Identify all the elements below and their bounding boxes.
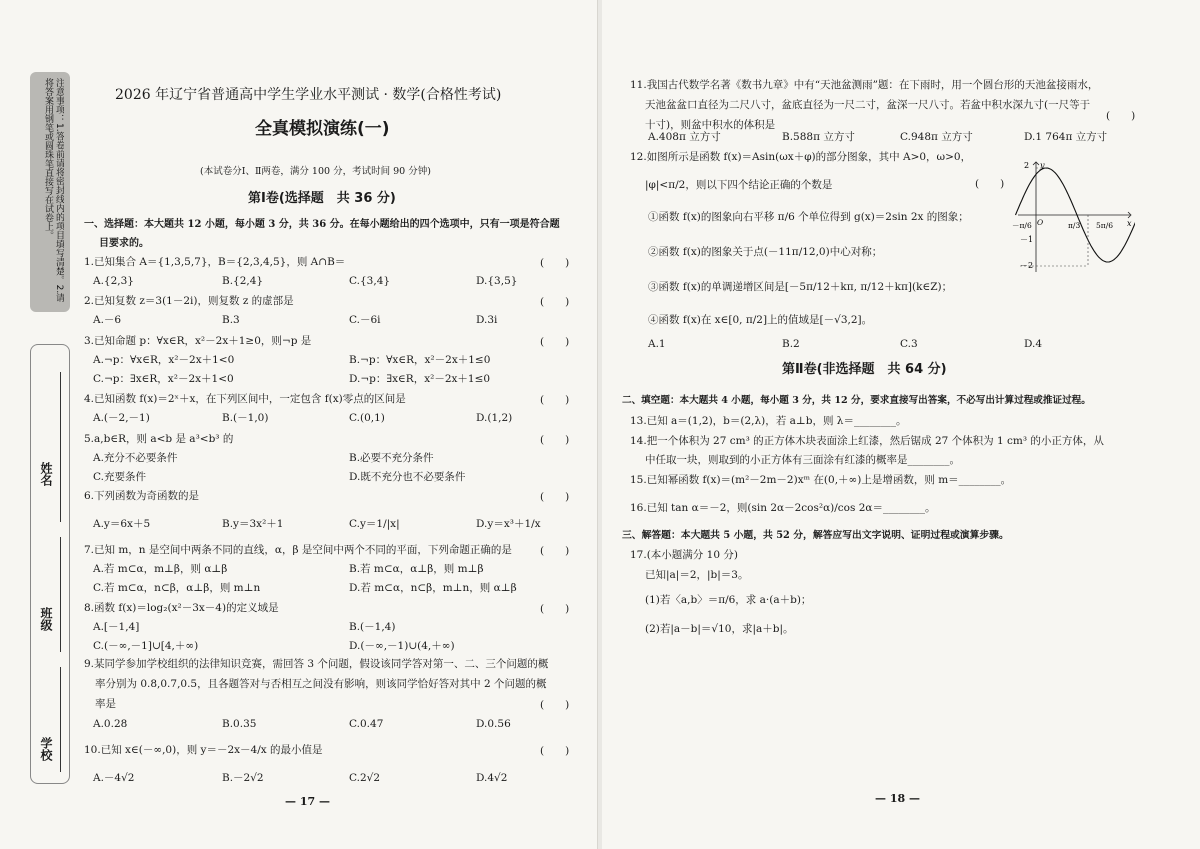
solve-header: 三、解答题：本大题共 5 小题，共 52 分，解答应写出文字说明、证明过程或演算步骤。 — [622, 530, 1009, 541]
q17-part2: (2)若|a－b|＝√10，求|a＋b|。 — [645, 623, 794, 635]
question-8-option[interactable]: B.(－1,4) — [349, 621, 396, 633]
question-1-option[interactable]: A.{2,3} — [93, 275, 134, 287]
question-1-option[interactable]: C.{3,4} — [349, 275, 391, 287]
q14: 14.把一个体积为 27 cm³ 的正方体木块表面涂上红漆，然后锯成 27 个体积为 1 cm³ 的小正方体，从 — [630, 435, 1104, 447]
question-10-option[interactable]: D.4√2 — [476, 772, 508, 784]
question-1-option[interactable]: B.{2,4} — [222, 275, 264, 287]
question-11-option[interactable]: A.408π 立方寸 — [648, 131, 721, 143]
question-5-stem: 5.a,b∈R，则 a<b 是 a³<b³ 的 — [84, 433, 234, 445]
answer-paren[interactable]: ( ) — [540, 699, 570, 711]
name-label: 姓名 — [39, 462, 53, 486]
question-1-option[interactable]: D.{3,5} — [476, 275, 518, 287]
question-11-stem-line: 11.我国古代数学名著《数书九章》中有“天池盆测雨”题：在下雨时，用一个圆台形的天池盆接雨水， — [630, 79, 1099, 91]
answer-paren[interactable]: ( ) — [540, 434, 570, 446]
question-5-option[interactable]: B.必要不充分条件 — [349, 452, 434, 464]
question-9-option[interactable]: A.0.28 — [93, 718, 128, 730]
y-axis-label: y — [1040, 161, 1045, 170]
question-2-option[interactable]: B.3 — [222, 314, 240, 326]
q14-cont: 中任取一块，则取到的小正方体有三面涂有红漆的概率是________。 — [645, 454, 960, 466]
sine-graph — [1010, 160, 1135, 275]
question-3-option[interactable]: C.¬p：∃x∈R，x²－2x＋1<0 — [93, 373, 234, 385]
x-tick-neg-pi6: －π/6 — [1012, 221, 1032, 230]
question-9-option[interactable]: B.0.35 — [222, 718, 257, 730]
question-6-stem: 6.下列函数为奇函数的是 — [84, 490, 200, 502]
question-12-claim: ②函数 f(x)的图象关于点(－11π/12,0)中心对称； — [648, 246, 883, 258]
notice-text: 注意事项：1.答卷前请将密封线内的项目填写清楚。2.请将答案用钢笔或圆珠笔直接写在试卷上。 — [43, 78, 64, 303]
origin-label: O — [1037, 218, 1044, 227]
q17-title: 17.(本小题满分 10 分) — [630, 549, 738, 561]
answer-paren[interactable]: ( ) — [540, 603, 570, 615]
question-6-option[interactable]: B.y＝3x²＋1 — [222, 518, 284, 530]
exam-title: 2026 年辽宁省普通高中学生学业水平测试 · 数学(合格性考试) — [115, 87, 502, 103]
y-tick-neg1: －1 — [1020, 235, 1034, 244]
question-7-option[interactable]: A.若 m⊂α，m⊥β，则 α⊥β — [93, 563, 228, 575]
question-11-option[interactable]: B.588π 立方寸 — [782, 131, 855, 143]
answer-paren[interactable]: ( ) — [540, 394, 570, 406]
class-field[interactable] — [60, 537, 61, 652]
question-9-option[interactable]: D.0.56 — [476, 718, 511, 730]
question-8-stem: 8.函数 f(x)＝log₂(x²－3x－4)的定义域是 — [84, 602, 279, 614]
sidebar — [30, 72, 70, 792]
y-tick-2: 2 — [1024, 161, 1030, 170]
part1-instruction: 一、选择题：本大题共 12 小题，每小题 3 分，共 36 分。在每小题给出的四个选项中，只有一项是符合题 — [84, 219, 560, 230]
answer-paren[interactable]: ( ) — [540, 336, 570, 348]
question-8-option[interactable]: D.(－∞,－1)∪(4,＋∞) — [349, 640, 455, 652]
y-tick-neg2: －2 — [1020, 261, 1034, 270]
question-12-stem-line: |φ|<π/2，则以下四个结论正确的个数是 — [645, 179, 833, 191]
answer-paren[interactable]: ( ) — [540, 491, 570, 503]
x-axis-label: x — [1127, 219, 1132, 228]
question-3-option[interactable]: A.¬p：∀x∈R，x²－2x＋1<0 — [93, 354, 235, 366]
answer-paren[interactable]: ( ) — [1106, 110, 1136, 122]
question-11-option[interactable]: D.1 764π 立方寸 — [1024, 131, 1108, 143]
part1-instruction-2: 目要求的。 — [99, 238, 149, 249]
question-12-claim: ④函数 f(x)在 x∈[0, π/2]上的值域是[－√3,2]。 — [648, 314, 873, 326]
question-1-stem: 1.已知集合 A＝{1,3,5,7}，B＝{2,3,4,5}，则 A∩B＝ — [84, 256, 346, 268]
question-12-claim: ①函数 f(x)的图象向右平移 π/6 个单位得到 g(x)＝2sin 2x 的图象； — [648, 211, 969, 223]
question-2-option[interactable]: A.－6 — [93, 314, 122, 326]
question-11-stem-line: 十寸)，则盆中积水的体积是 — [645, 119, 776, 131]
q15: 15.已知幂函数 f(x)＝(m²－2m－2)xᵐ 在(0,＋∞)上是增函数，则 m＝________。 — [630, 474, 1012, 486]
question-4-option[interactable]: C.(0,1) — [349, 412, 385, 424]
question-2-option[interactable]: C.－6i — [349, 314, 381, 326]
x-tick-5pi6: 5π/6 — [1096, 221, 1113, 230]
question-10-stem: 10.已知 x∈(－∞,0)，则 y＝－2x－4/x 的最小值是 — [84, 744, 323, 756]
fill-header: 二、填空题：本大题共 4 小题，每小题 3 分，共 12 分，要求直接写出答案，不必写出计算过程或推证过程。 — [622, 395, 1091, 406]
question-10-option[interactable]: A.－4√2 — [93, 772, 135, 784]
question-4-option[interactable]: A.(－2,－1) — [93, 412, 150, 424]
question-9-stem-line: 率分别为 0.8,0.7,0.5，且各题答对与否相互之间没有影响，则该同学恰好答对其中 2 个问题的概 — [95, 678, 547, 690]
question-2-option[interactable]: D.3i — [476, 314, 498, 326]
question-3-stem: 3.已知命题 p：∀x∈R，x²－2x＋1≥0，则¬p 是 — [84, 335, 312, 347]
question-10-option[interactable]: C.2√2 — [349, 772, 381, 784]
question-4-option[interactable]: B.(－1,0) — [222, 412, 269, 424]
question-11-stem-line: 天池盆盆口直径为二尺八寸，盆底直径为一尺二寸，盆深一尺八寸。若盆中积水深九寸(一尺等于 — [645, 99, 1091, 111]
part1-title: 第Ⅰ卷(选择题 共 36 分) — [248, 191, 396, 206]
name-field[interactable] — [60, 372, 61, 522]
question-9-option[interactable]: C.0.47 — [349, 718, 384, 730]
question-6-option[interactable]: D.y＝x³＋1/x — [476, 518, 541, 530]
question-7-option[interactable]: D.若 m⊂α，n⊂β，m⊥n，则 α⊥β — [349, 582, 517, 594]
class-label: 班级 — [39, 607, 53, 631]
question-7-stem: 7.已知 m，n 是空间中两条不同的直线，α，β 是空间中两个不同的平面，下列命题正确的是 — [84, 544, 512, 556]
question-5-option[interactable]: C.充要条件 — [93, 471, 146, 483]
x-tick-pi3: π/3 — [1068, 221, 1081, 230]
question-10-option[interactable]: B.－2√2 — [222, 772, 264, 784]
question-3-option[interactable]: B.¬p：∀x∈R，x²－2x＋1≤0 — [349, 354, 491, 366]
question-12-option[interactable]: B.2 — [782, 338, 800, 350]
question-4-option[interactable]: D.(1,2) — [476, 412, 513, 424]
q13: 13.已知 a＝(1,2)，b＝(2,λ)，若 a⊥b，则 λ＝________。 — [630, 415, 907, 427]
question-4-stem: 4.已知函数 f(x)＝2ˣ＋x，在下列区间中，一定包含 f(x)零点的区间是 — [84, 393, 406, 405]
info-bracket — [30, 344, 70, 784]
question-12-option[interactable]: D.4 — [1024, 338, 1043, 350]
question-12-option[interactable]: C.3 — [900, 338, 918, 350]
question-7-option[interactable]: B.若 m⊂α，α⊥β，则 m⊥β — [349, 563, 484, 575]
question-12-stem-line: 12.如图所示是函数 f(x)＝Asin(ωx＋φ)的部分图象，其中 A>0，ω>0， — [630, 151, 972, 163]
question-12-claim: ③函数 f(x)的单调递增区间是[－5π/12＋kπ, π/12＋kπ](k∈Z)； — [648, 281, 953, 293]
q17-part1: (1)若〈a,b〉＝π/6，求 a·(a＋b)； — [645, 594, 812, 606]
answer-paren[interactable]: ( ) — [540, 745, 570, 757]
answer-paren[interactable]: ( ) — [975, 178, 1005, 190]
question-2-stem: 2.已知复数 z＝3(1－2i)，则复数 z 的虚部是 — [84, 295, 294, 307]
question-6-option[interactable]: A.y＝6x＋5 — [93, 518, 151, 530]
part2-title: 第Ⅱ卷(非选择题 共 64 分) — [782, 362, 947, 377]
question-5-option[interactable]: D.既不充分也不必要条件 — [349, 471, 466, 483]
answer-paren[interactable]: ( ) — [540, 296, 570, 308]
question-6-option[interactable]: C.y＝1/|x| — [349, 518, 400, 530]
question-8-option[interactable]: A.[－1,4] — [93, 621, 140, 633]
question-9-stem-line: 率是 — [95, 698, 116, 710]
school-field[interactable] — [60, 667, 61, 772]
question-11-option[interactable]: C.948π 立方寸 — [900, 131, 973, 143]
question-7-option[interactable]: C.若 m⊂α，n⊂β，α⊥β，则 m⊥n — [93, 582, 261, 594]
school-label: 学校 — [39, 737, 53, 761]
question-3-option[interactable]: D.¬p：∃x∈R，x²－2x＋1≤0 — [349, 373, 491, 385]
q17-given: 已知|a|＝2，|b|＝3。 — [645, 569, 749, 581]
page-number-right: — 18 — — [875, 792, 920, 805]
notice-box — [30, 72, 70, 312]
answer-paren[interactable]: ( ) — [540, 545, 570, 557]
answer-paren[interactable]: ( ) — [540, 257, 570, 269]
exam-note: (本试卷分Ⅰ、Ⅱ两卷，满分 100 分，考试时间 90 分钟) — [200, 166, 431, 177]
question-5-option[interactable]: A.充分不必要条件 — [93, 452, 178, 464]
question-9-stem-line: 9.某同学参加学校组织的法律知识竞赛，需回答 3 个问题，假设该同学答对第一、二、三个问题的概 — [84, 658, 549, 670]
question-8-option[interactable]: C.(－∞,－1]∪[4,＋∞) — [93, 640, 199, 652]
question-12-option[interactable]: A.1 — [648, 338, 666, 350]
page-number-left: — 17 — — [285, 795, 330, 808]
page-subtitle: 全真模拟演练(一) — [255, 119, 390, 139]
q16: 16.已知 tan α＝－2，则(sin 2α－2cos²α)/cos 2α＝________。 — [630, 502, 936, 514]
